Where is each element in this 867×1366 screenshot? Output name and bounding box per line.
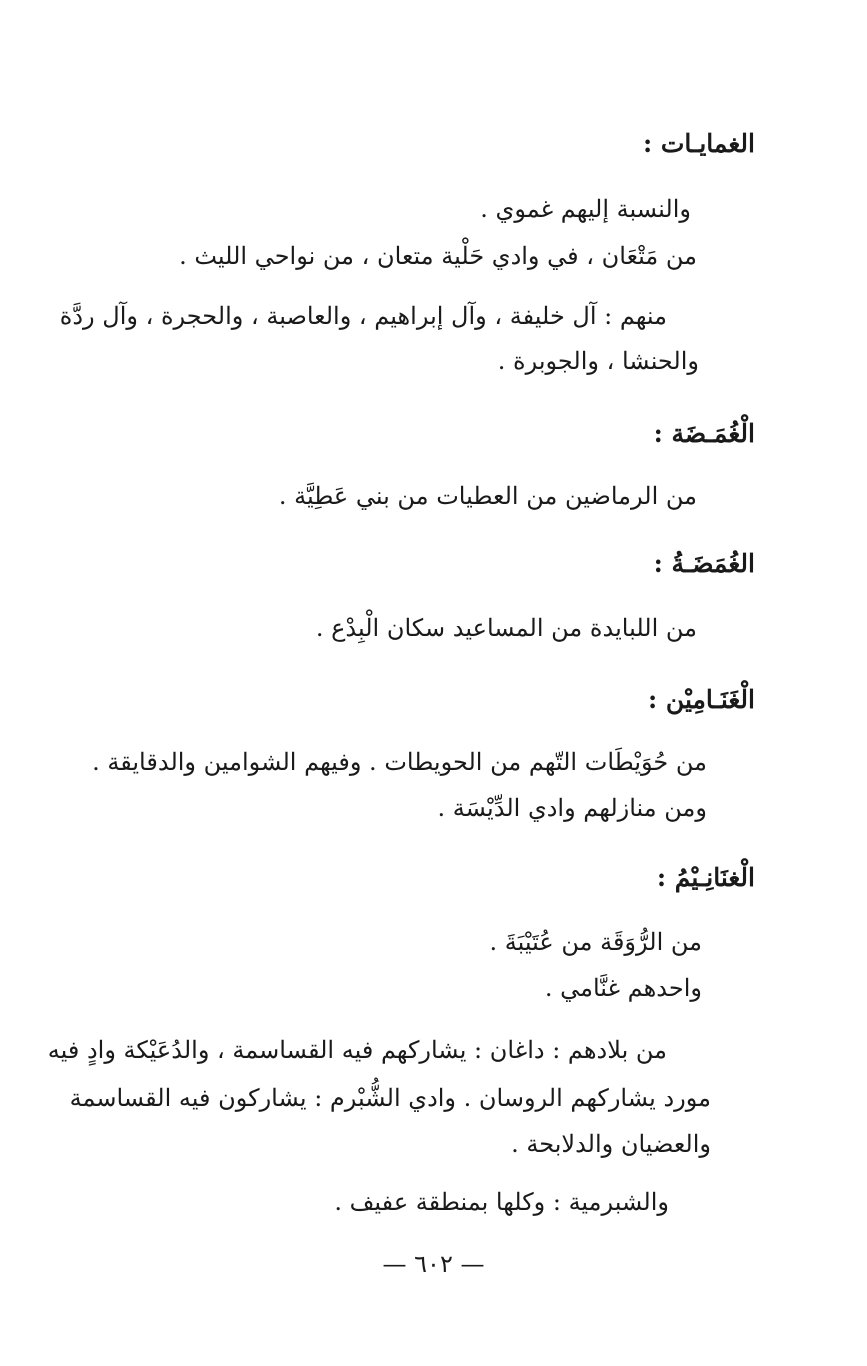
page-number-value: ٦٠٢ — [414, 1250, 453, 1278]
entry-line: منهم : آل خليفة ، وآل إبراهيم ، والعاصبة ، والحجرة ، وآل ردَّة — [59, 302, 667, 330]
folio-dash: — — [382, 1250, 415, 1278]
entry-line: من بلادهم : داغان : يشاركهم فيه القساسمة ، والدُعَيْكة وادٍ فيه — [47, 1036, 667, 1064]
entry-heading: الْغنَانِـيْمُ : — [656, 863, 755, 892]
entry-line: والنسبة إليهم غموي . — [480, 195, 691, 223]
entry-line: مورد يشاركهم الروسان . وادي الشُّبْرم : يشاركون فيه القساسمة — [69, 1084, 711, 1112]
entry-heading: الْغُمَـضَة : — [653, 419, 755, 448]
entry-line: من حُوَيْطَات التّهم من الحويطات . وفيهم الشوامين والدقايقة . — [92, 748, 707, 776]
entry-heading: الغمايـات : — [642, 129, 755, 158]
entry-line: من اللبايدة من المساعيد سكان الْبِدْع . — [315, 614, 697, 642]
entry-line: من الرماضين من العطيات من بني عَطِيَّة . — [278, 482, 697, 510]
entry-heading: الْغَنَـامِيْن : — [647, 685, 755, 714]
entry-line: من مَتْعَان ، في وادي حَلْية متعان ، من نواحي الليث . — [179, 242, 697, 270]
page-number — [0, 1250, 867, 1278]
entry-heading: الغُمَضَـةُ : — [653, 549, 755, 578]
entry-line: من الرُّوَقَة من عُتَيْبَةَ . — [489, 928, 702, 956]
entry-line: والحنشا ، والجوبرة . — [497, 347, 699, 375]
entry-line: والشبرمية : وكلها بمنطقة عفيف . — [334, 1188, 669, 1216]
entry-line: واحدهم غنَّامي . — [544, 974, 702, 1002]
entry-line: والعضيان والدلابحة . — [511, 1130, 711, 1158]
entry-line: ومن منازلهم وادي الدِّيْسَة . — [437, 794, 707, 822]
folio-dash: — — [452, 1250, 485, 1278]
